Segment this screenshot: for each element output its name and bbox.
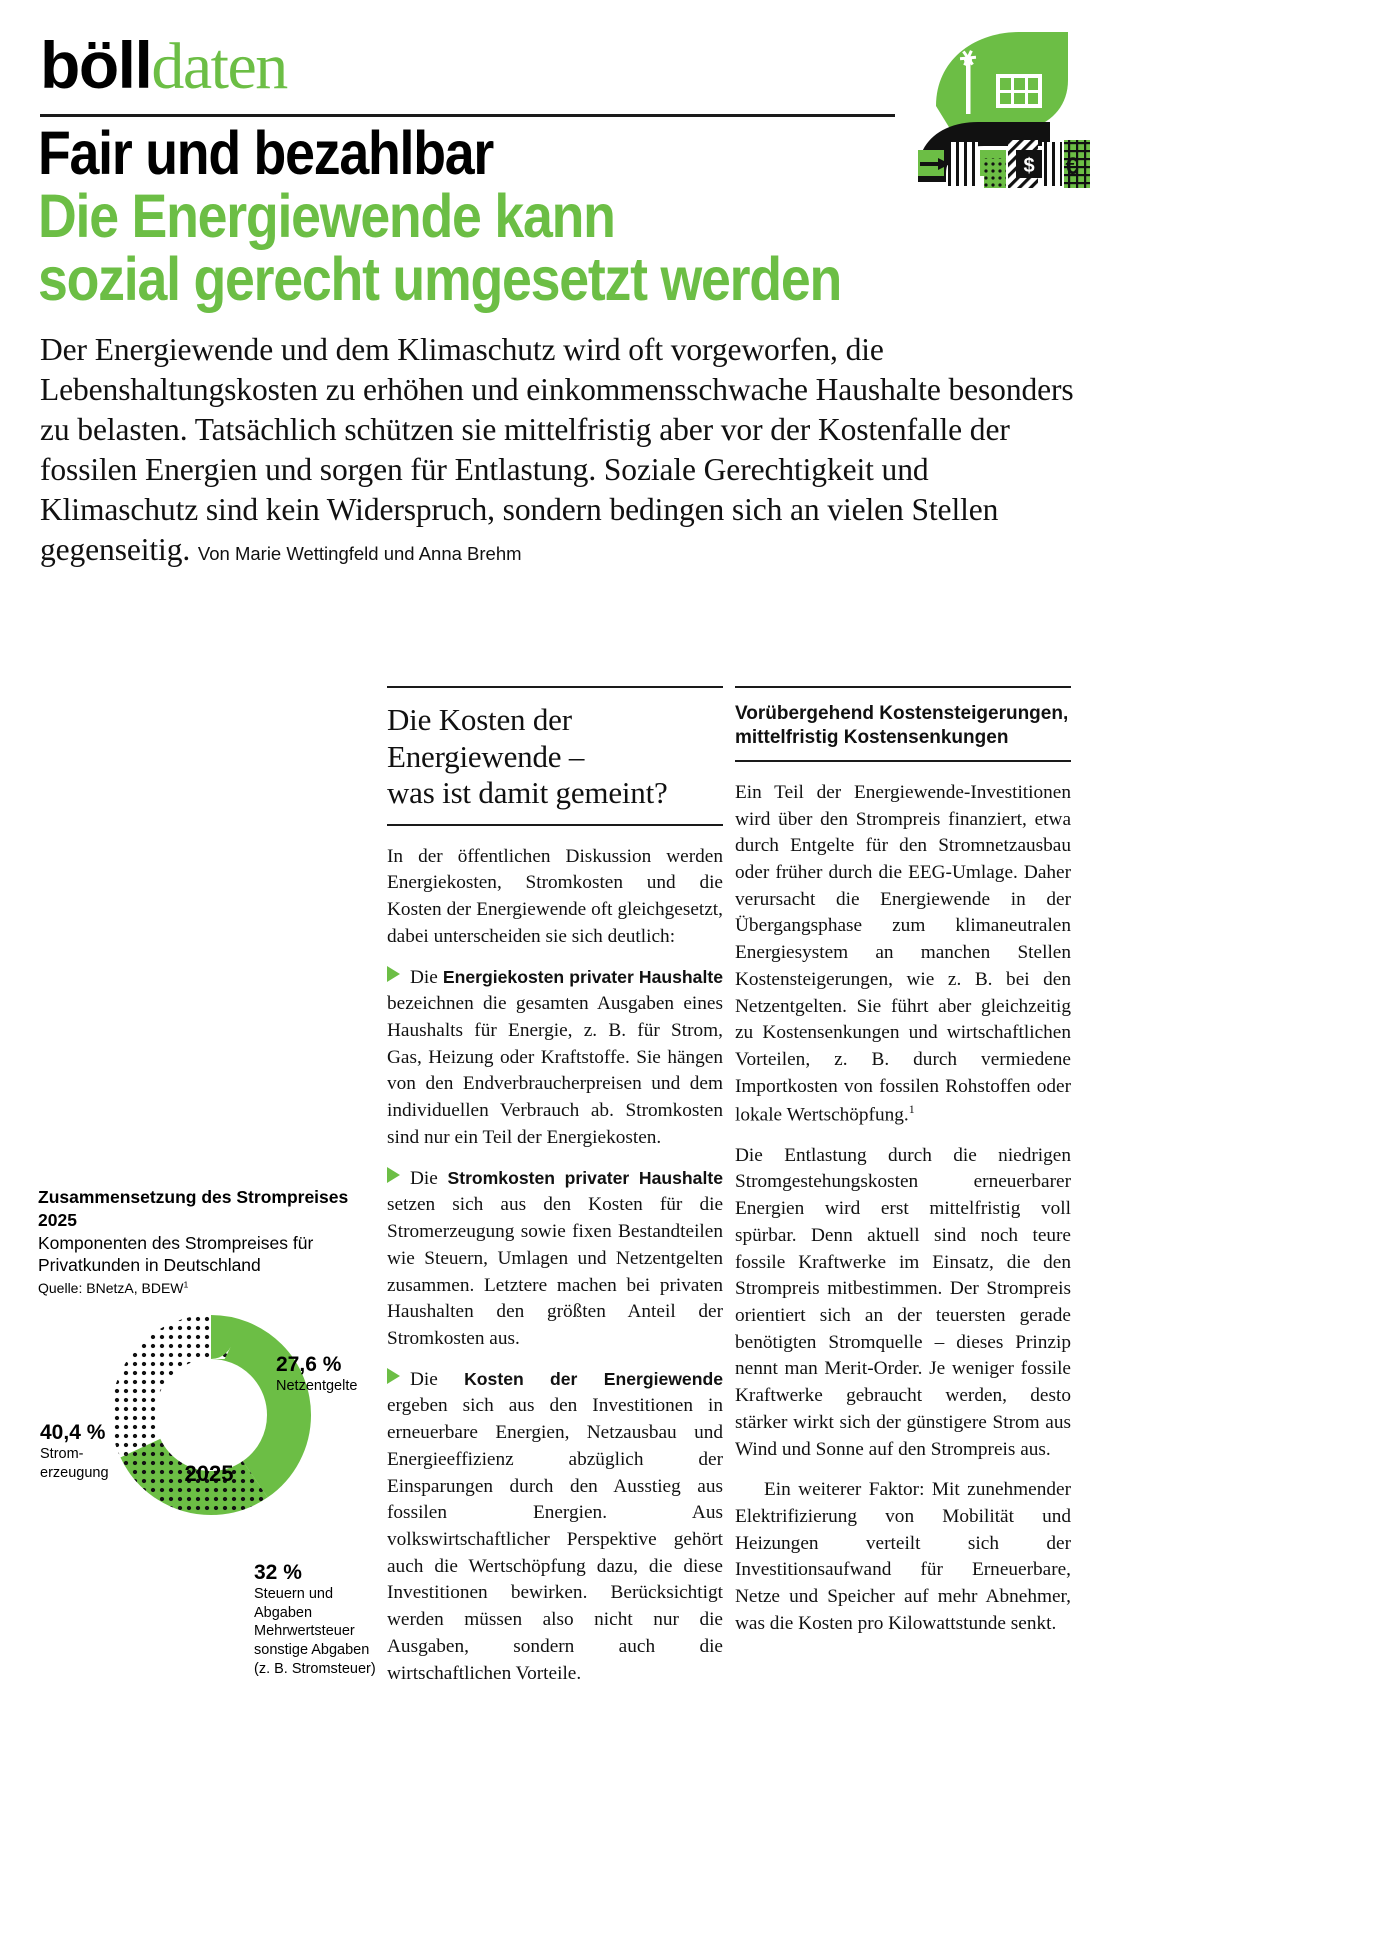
donut-label-steuern [254,1561,388,1678]
donut-label-stromerzeugung-name-2: erzeugung [40,1464,109,1481]
column-right-paragraph-1-footnote: 1 [908,1101,915,1116]
donut-chart [38,1309,388,1677]
triangle-bullet-icon [387,966,400,982]
bullet-1-lead: Die [410,966,438,988]
bullet-2-term: Stromkosten privater Haushalte [447,1167,723,1188]
column-middle-bullet-2 [387,1166,723,1353]
chart-subtitle: Komponenten des Strompreises für Privatkunden in Deutschland [38,1232,314,1276]
lead-paragraph [40,330,1090,570]
donut-svg [106,1309,316,1521]
chart-source-footnote: 1 [183,1279,189,1290]
column-right-body [735,762,1071,1638]
donut-label-netzentgelte-name: Netzentgelte [276,1378,358,1395]
donut-label-steuern-name-2: Mehrwertsteuer [254,1623,355,1640]
bullet-3-lead: Die [410,1368,438,1390]
chart-block [38,1186,388,1677]
column-right-heading-line-2: mittelfristig Kostensenkungen [735,726,1009,748]
headline-line-1: Fair und bezahlbar [38,119,494,187]
bullet-3-term: Kosten der Energiewende [464,1368,723,1389]
column-middle-bullet-3 [387,1367,723,1688]
svg-text:€: € [1065,153,1079,180]
masthead-rule [40,114,895,117]
donut-label-netzentgelte-value: 27,6 % [276,1353,342,1377]
column-middle-heading-line-3: was ist damit gemeint? [387,775,668,811]
donut-label-netzentgelte [276,1353,357,1396]
column-right-paragraph-2: Die Entlastung durch die niedrigen Stromgestehungskosten erneuerbarer Energien wird erst mittelfristig voll spürbar. Denn aktuell sind noch teure fossile Kraftwerke im Einsatz, die den Strompreis mitbestimmen. Der Strompreis orientiert sich an der teuersten gerade benötigten Stromquelle – dieses Prinzip nennt man Merit-Order. Je weniger fossile Kraftwerke gebraucht werden, desto stärker wirkt sich der günstigere Strom aus Wind und Sonne auf den Strompreis aus. [735,1144,1071,1460]
column-right [735,686,1071,1638]
column-right-heading [735,688,1071,760]
donut-label-steuern-value: 32 % [254,1561,302,1585]
donut-label-stromerzeugung-name-1: Strom- [40,1446,84,1463]
masthead-brand-bold: böll [40,28,152,102]
svg-text:$: $ [1023,155,1035,177]
column-middle [387,686,723,1687]
donut-label-steuern-name-3: sonstige Abgaben [254,1641,370,1658]
bullet-3-rest: ergeben sich aus den Investitionen in erneuerbare Energien, Netzausbau und Energieeffizienz abzüglich der Einsparungen durch den Ausstieg aus fossilen Energien. Aus volkswirtschaftlicher Perspektive gehört auch die Wertschöpfung dazu, die diese Investitionen bewirken. Berücksichtigt werden müssen also nicht nur die Ausgaben, sondern auch die wirtschaftlichen Vorteile. [387,1395,723,1684]
masthead-brand-light: daten [151,30,287,103]
headline-line-2: Die Energiewende kann [38,181,615,250]
bullet-2-rest: setzen sich aus den Kosten für die Stromerzeugung sowie fixen Bestandteilen wie Steuern, Umlagen und Netzentgelten zusammen. Letztere machen bei privaten Haushalten den größten Anteil der Stromkosten aus. [387,1194,723,1349]
column-middle-heading [387,688,723,824]
donut-label-steuern-name-4: (z. B. Stromsteuer) [254,1660,376,1677]
triangle-bullet-icon [387,1368,400,1384]
column-right-paragraph-3: Ein weiterer Faktor: Mit zunehmender Elektrifizierung von Mobilität und Heizungen verteilt sich der Investitionsaufwand für Erneuerbare, Netze und Speicher auf mehr Abnehmer, was die Kosten pro Kilowattstunde senkt. [735,1479,1071,1634]
triangle-bullet-icon [387,1167,400,1183]
masthead-logo [40,28,287,103]
column-right-paragraph-1-text: Ein Teil der Energiewende-Investitionen wird über den Strompreis finanziert, etwa durch Entgelte für den Stromnetzausbau oder früher durch die EEG-Umlage. Daher verursacht die Energiewende in der Übergangsphase zum klimaneutralen Energiesystem an manchen Stellen Kostensteigerungen, wie z. B. bei den Netzentgelten. Sie führt aber gleichzeitig zu Kostensenkungen und wirtschaftlichen Vorteilen, z. B. durch vermiedene Importkosten von fossilen Rohstoffen oder lokale Wertschöpfung. [735,781,1071,1125]
column-middle-heading-line-2: Energiewende – [387,738,585,774]
chart-source [38,1279,388,1297]
bullet-2-lead: Die [410,1167,438,1189]
headline-line-3: sozial gerecht umgesetzt werden [38,244,842,313]
column-right-paragraph-1 [735,780,1071,1129]
column-middle-intro: In der öffentlichen Diskussion werden Energiekosten, Stromkosten und die Kosten der Energiewende oft gleichgesetzt, dabei unterscheiden sie sich deutlich: [387,845,723,947]
column-middle-body [387,826,723,1688]
bullet-1-rest: bezeichnen die gesamten Ausgaben eines Haushalts für Energie, z. B. für Strom, Gas, Heizung oder Kraftstoffe. Sie hängen von den Endverbraucherpreisen und dem individuellen Verbrauch ab. Stromkosten sind nur ein Teil der Energiekosten. [387,993,723,1148]
page-title [38,119,936,313]
column-right-heading-line-1: Vorübergehend Kostensteigerungen, [735,703,1069,724]
donut-label-steuern-name-1: Steuern und Abgaben [254,1586,334,1621]
bullet-1-term: Energiekosten privater Haushalte [442,966,723,987]
donut-label-stromerzeugung [40,1421,109,1482]
column-middle-bullet-1 [387,965,723,1152]
chart-source-text: Quelle: BNetzA, BDEW [38,1280,184,1296]
lead-text: Der Energiewende und dem Klimaschutz wird oft vorgeworfen, die Lebenshaltungskosten zu erhöhen und einkommensschwache Haushalte besonders zu belasten. Tatsächlich schützen sie mittelfristig aber vor der Kostenfalle der fossilen Energien und sorgen für Entlastung. Soziale Gerechtigkeit und Klimaschutz sind kein Widerspruch, sondern bedingen sich an vielen Stellen gegenseitig. [40,332,1074,567]
byline: Von Marie Wettingfeld und Anna Brehm [197,543,522,564]
donut-label-stromerzeugung-value: 40,4 % [40,1421,106,1445]
column-middle-heading-line-1: Die Kosten der [387,702,572,737]
donut-center-label: 2025 [184,1461,234,1487]
chart-title: Zusammensetzung des Strompreises 2025 [38,1187,349,1230]
